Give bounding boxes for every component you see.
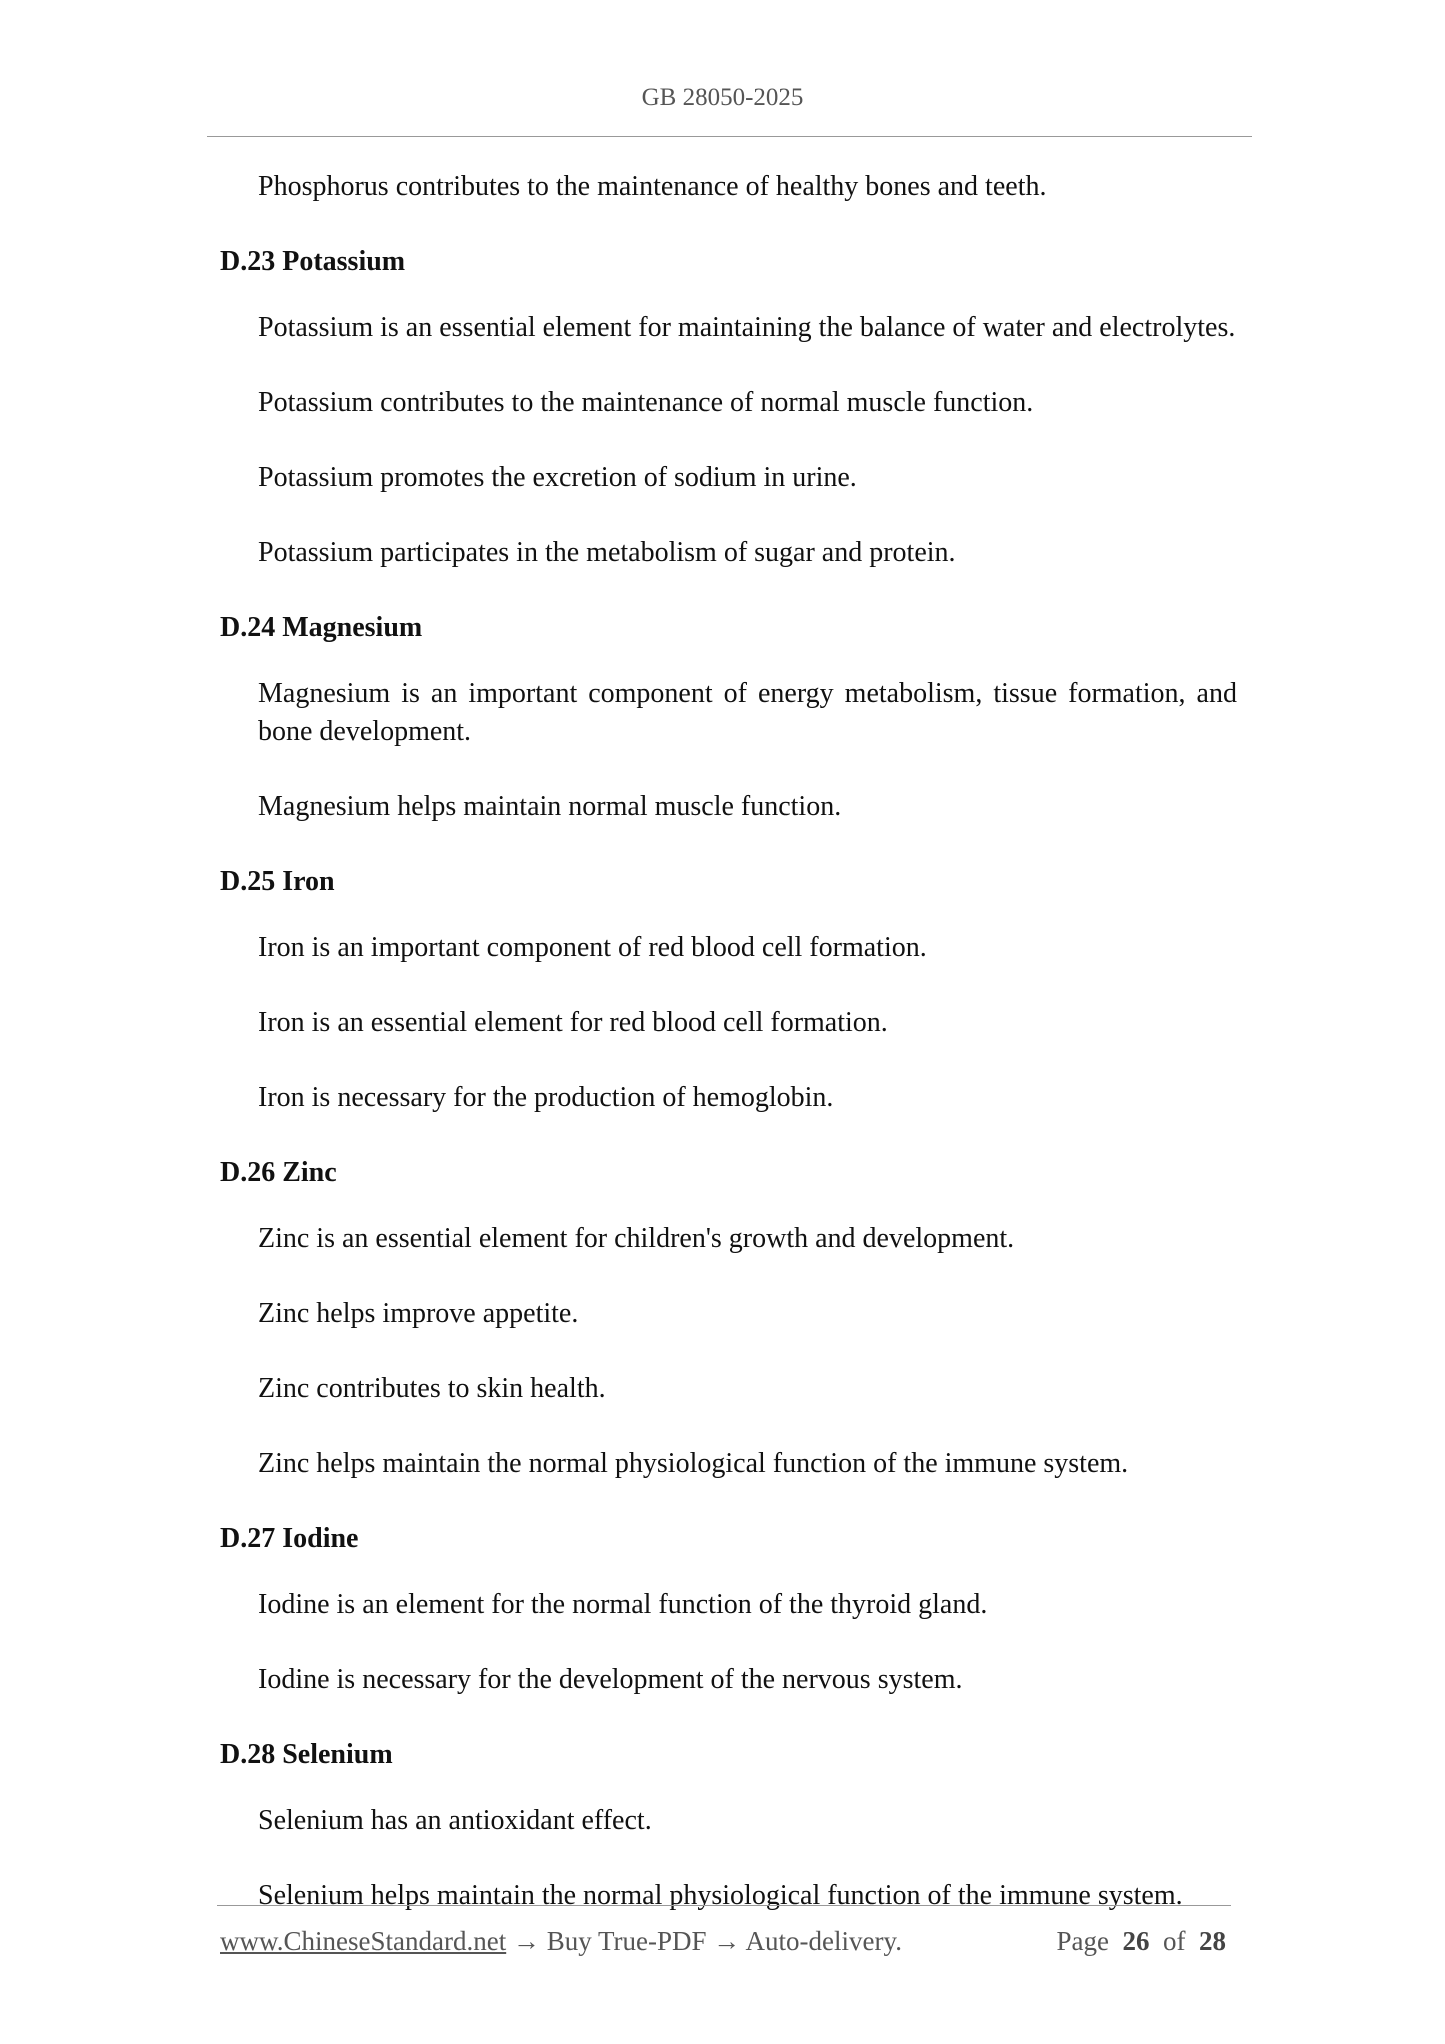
paragraph: Selenium helps maintain the normal physiological function of the immune system. bbox=[258, 1880, 1183, 1911]
paragraph: Iron is an important component of red blood cell formation. bbox=[258, 932, 927, 963]
page-current: 26 bbox=[1122, 1926, 1150, 1956]
paragraph: Zinc contributes to skin health. bbox=[258, 1373, 606, 1404]
paragraph: Iodine is an element for the normal function of the thyroid gland. bbox=[258, 1589, 988, 1620]
paragraph: Potassium is an essential element for maintaining the balance of water and electrolytes. bbox=[258, 312, 1236, 343]
website-link[interactable]: www.ChineseStandard.net bbox=[220, 1926, 507, 1956]
section-heading-zinc: D.26 Zinc bbox=[220, 1157, 337, 1188]
delivery-text: Auto-delivery. bbox=[745, 1926, 902, 1956]
paragraph: Zinc is an essential element for children's growth and development. bbox=[258, 1223, 1015, 1254]
section-heading-potassium: D.23 Potassium bbox=[220, 246, 406, 277]
section-heading-selenium: D.28 Selenium bbox=[220, 1739, 393, 1770]
section-heading-iron: D.25 Iron bbox=[220, 866, 335, 897]
header-divider bbox=[207, 136, 1252, 137]
section-heading-magnesium: D.24 Magnesium bbox=[220, 612, 423, 643]
paragraph: Iron is necessary for the production of hemoglobin. bbox=[258, 1082, 834, 1113]
intro-paragraph: Phosphorus contributes to the maintenance of healthy bones and teeth. bbox=[258, 171, 1047, 202]
paragraph: Magnesium helps maintain normal muscle function. bbox=[258, 791, 842, 822]
paragraph: Zinc helps maintain the normal physiological function of the immune system. bbox=[258, 1448, 1129, 1479]
page-label: Page bbox=[1056, 1926, 1109, 1956]
paragraph: Zinc helps improve appetite. bbox=[258, 1298, 579, 1329]
paragraph: Selenium has an antioxidant effect. bbox=[258, 1805, 652, 1836]
paragraph: Potassium participates in the metabolism of sugar and protein. bbox=[258, 537, 956, 568]
footer-promo bbox=[220, 1922, 902, 1960]
paragraph: Magnesium is an important component of energy metabolism, tissue formation, and bone development. bbox=[258, 678, 1237, 747]
arrow-right-icon: → bbox=[512, 1926, 540, 1956]
page-number bbox=[1057, 1922, 1226, 1960]
page-total: 28 bbox=[1199, 1926, 1226, 1956]
buy-pdf-text: Buy True-PDF bbox=[546, 1926, 707, 1956]
arrow-right-icon: → bbox=[713, 1926, 741, 1956]
paragraph: Potassium contributes to the maintenance of normal muscle function. bbox=[258, 387, 1034, 418]
document-body bbox=[220, 168, 1237, 1952]
section-heading-iodine: D.27 Iodine bbox=[220, 1523, 359, 1554]
of-label: of bbox=[1163, 1926, 1186, 1956]
paragraph: Iodine is necessary for the development of the nervous system. bbox=[258, 1664, 963, 1695]
footer-divider bbox=[217, 1905, 1231, 1906]
paragraph: Iron is an essential element for red blood cell formation. bbox=[258, 1007, 888, 1038]
page-header: GB 28050-2025 bbox=[641, 84, 804, 111]
paragraph: Potassium promotes the excretion of sodium in urine. bbox=[258, 462, 857, 493]
